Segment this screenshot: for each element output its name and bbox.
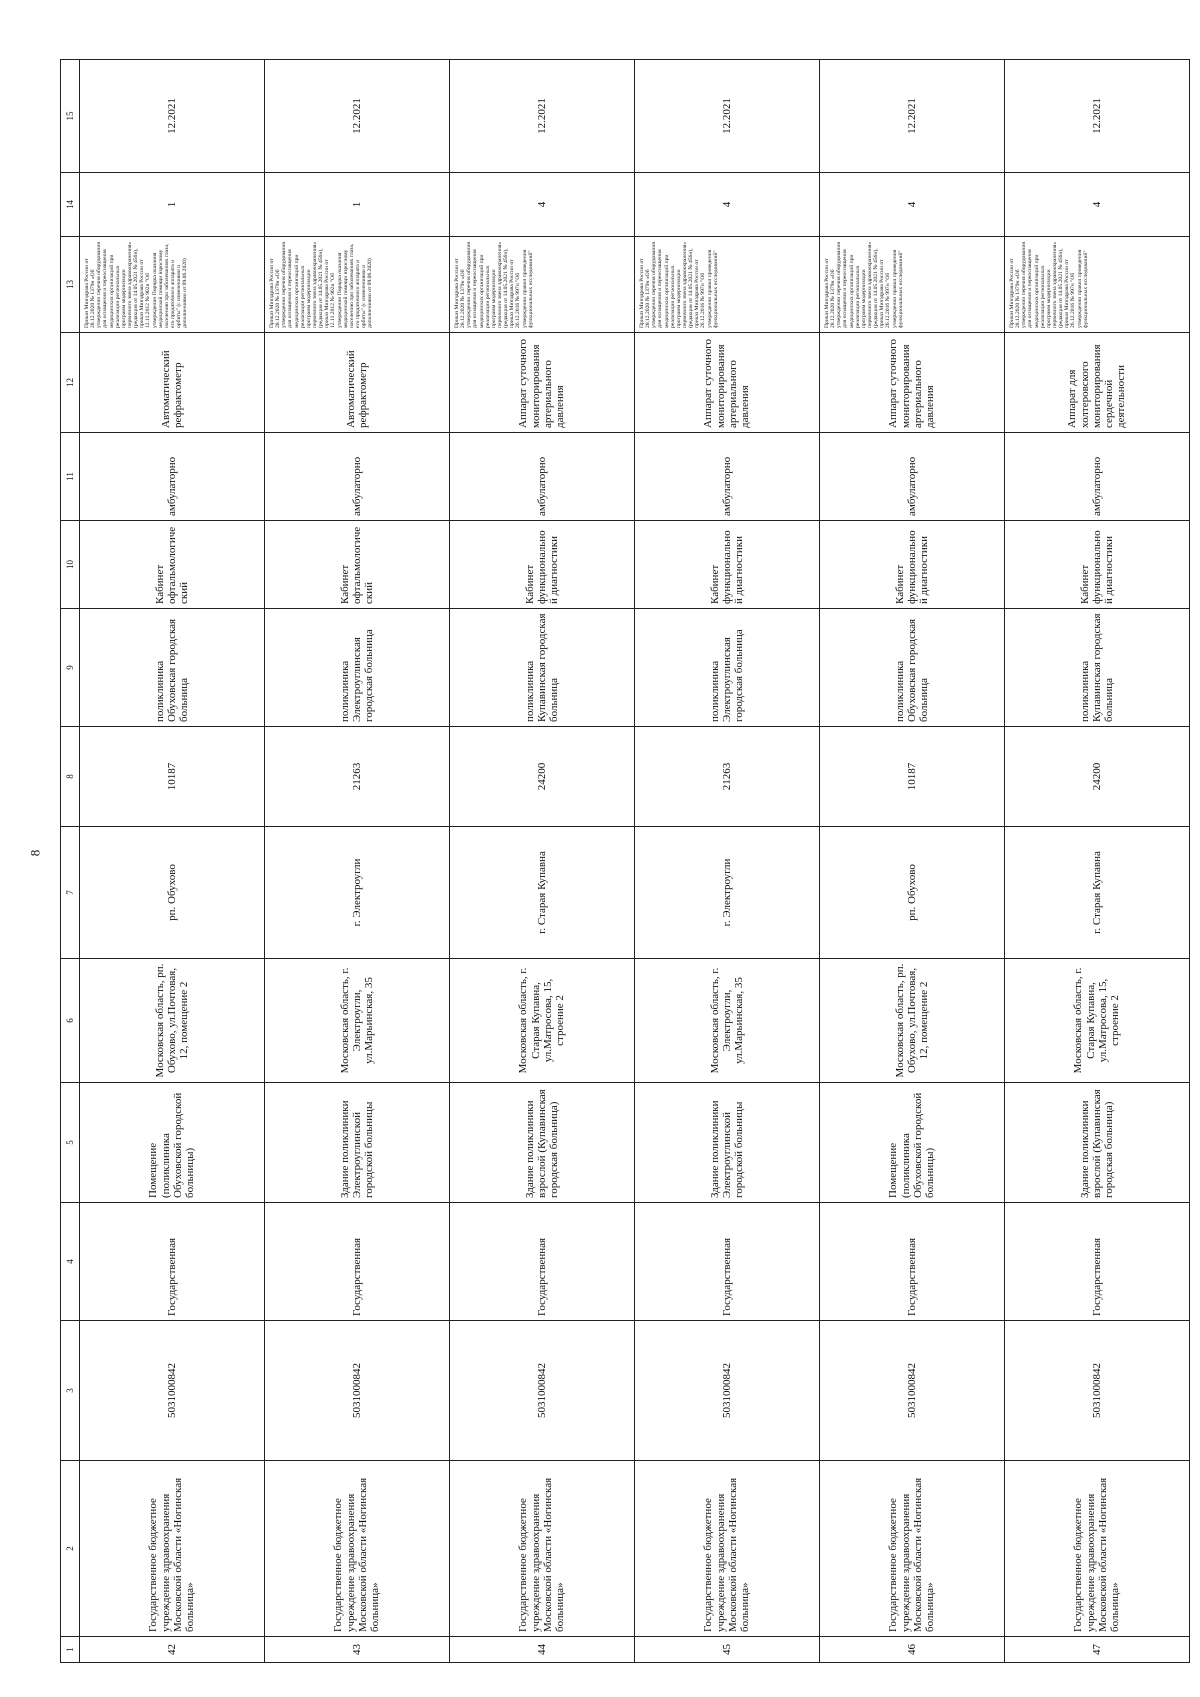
structural-unit: поликлиника Купавинская городская больница <box>1005 609 1190 727</box>
table-row <box>265 60 450 1663</box>
equipment-name: Аппарат суточного мониторирования артериального давления <box>820 333 1005 433</box>
column-header: 14 <box>61 173 80 237</box>
care-form: амбулаторно <box>1005 433 1190 521</box>
column-header: 3 <box>61 1321 80 1461</box>
delivery-date: 12.2021 <box>1005 60 1190 173</box>
organization-name: Государственное бюджетное учреждение здравоохранения Московской области «Ногинская больница» <box>820 1461 1005 1637</box>
care-form: амбулаторно <box>635 433 820 521</box>
inn-cell: 5031000842 <box>80 1321 265 1461</box>
equipment-name: Аппарат суточного мониторирования артериального давления <box>635 333 820 433</box>
ownership-type: Государственная <box>635 1203 820 1321</box>
column-header: 4 <box>61 1203 80 1321</box>
address-cell: Московская область, г. Электроугли, ул.Марьинская, 35 <box>265 959 450 1083</box>
organization-name: Государственное бюджетное учреждение здравоохранения Московской области «Ногинская больница» <box>635 1461 820 1637</box>
population-cell: 10187 <box>820 727 1005 827</box>
equipment-name: Аппарат суточного мониторирования артериального давления <box>450 333 635 433</box>
quantity-cell: 4 <box>450 173 635 237</box>
quantity-cell: 4 <box>820 173 1005 237</box>
quantity-cell: 4 <box>1005 173 1190 237</box>
delivery-date: 12.2021 <box>635 60 820 173</box>
population-cell: 10187 <box>80 727 265 827</box>
column-header: 1 <box>61 1637 80 1663</box>
delivery-date: 12.2021 <box>450 60 635 173</box>
row-number: 43 <box>265 1637 450 1663</box>
legal-basis: Приказ Минздрава России от 28.12.2020 № 1379н «Об утверждении перечня оборудования для оснащения и переоснащения медицинских организаций при реализации региональных программ модернизации первичного звена здравоохранения» (редакция от 14.05.2021 № 456н), приказ Минздрава России от 12.11.2012 № 902н "Об утверждении Порядка оказания медицинской помощи взрослому населению при заболеваниях глаза, его придаточного аппарата и орбиты" (с изменениями и дополнениями от 09.06.2020) <box>265 237 450 333</box>
settlement-cell: г. Электроугли <box>265 827 450 959</box>
delivery-date: 12.2021 <box>80 60 265 173</box>
column-header: 10 <box>61 521 80 609</box>
column-header: 2 <box>61 1461 80 1637</box>
header-row <box>61 60 80 1663</box>
equipment-table <box>60 59 1190 1663</box>
column-header: 8 <box>61 727 80 827</box>
building-name: Здание поликлиники взрослой (Купавинская городская больница) <box>1005 1083 1190 1203</box>
structural-unit: поликлиника Обуховская городская больница <box>80 609 265 727</box>
cabinet-name: Кабинет офтальмологический <box>265 521 450 609</box>
structural-unit: поликлиника Обуховская городская больница <box>820 609 1005 727</box>
page-number: 8 <box>27 849 43 857</box>
column-header: 7 <box>61 827 80 959</box>
row-number: 46 <box>820 1637 1005 1663</box>
address-cell: Московская область, г. Старая Купавна, ул.Матросова, 15, строение 2 <box>1005 959 1190 1083</box>
organization-name: Государственное бюджетное учреждение здравоохранения Московской области «Ногинская больница» <box>1005 1461 1190 1637</box>
table-row <box>80 60 265 1663</box>
table-row <box>450 60 635 1663</box>
settlement-cell: г. Электроугли <box>635 827 820 959</box>
organization-name: Государственное бюджетное учреждение здравоохранения Московской области «Ногинская больница» <box>80 1461 265 1637</box>
cabinet-name: Кабинет функциональной диагностики <box>635 521 820 609</box>
equipment-name: Автоматический рефрактометр <box>80 333 265 433</box>
row-number: 42 <box>80 1637 265 1663</box>
care-form: амбулаторно <box>450 433 635 521</box>
column-header: 6 <box>61 959 80 1083</box>
building-name: Здание поликлиники Электроуглинской городской больницы <box>265 1083 450 1203</box>
column-header: 5 <box>61 1083 80 1203</box>
care-form: амбулаторно <box>820 433 1005 521</box>
address-cell: Московская область, г. Электроугли, ул.Марьинская, 35 <box>635 959 820 1083</box>
cabinet-name: Кабинет функциональной диагностики <box>1005 521 1190 609</box>
organization-name: Государственное бюджетное учреждение здравоохранения Московской области «Ногинская больница» <box>450 1461 635 1637</box>
inn-cell: 5031000842 <box>265 1321 450 1461</box>
population-cell: 21263 <box>265 727 450 827</box>
quantity-cell: 1 <box>80 173 265 237</box>
inn-cell: 5031000842 <box>820 1321 1005 1461</box>
column-header: 11 <box>61 433 80 521</box>
address-cell: Московская область, рп. Обухово, ул.Почтовая, 12, помещение 2 <box>820 959 1005 1083</box>
rotated-table-wrapper <box>60 60 1160 1663</box>
settlement-cell: рп. Обухово <box>80 827 265 959</box>
column-header: 15 <box>61 60 80 173</box>
building-name: Здание поликлиники Электроуглинской городской больницы <box>635 1083 820 1203</box>
row-number: 44 <box>450 1637 635 1663</box>
ownership-type: Государственная <box>450 1203 635 1321</box>
address-cell: Московская область, рп. Обухово, ул.Почтовая, 12, помещение 2 <box>80 959 265 1083</box>
cabinet-name: Кабинет функциональной диагностики <box>820 521 1005 609</box>
care-form: амбулаторно <box>80 433 265 521</box>
legal-basis: Приказ Минздрава России от 28.12.2020 № 1379н «Об утверждении перечня оборудования для оснащения и переоснащения медицинских организаций при реализации региональных программ модернизации первичного звена здравоохранения» (редакция от 14.05.2021 № 456н), приказ Минздрава России от 26.12.2016 № 997н "Об утверждении правил проведения функциональных исследований" <box>820 237 1005 333</box>
ownership-type: Государственная <box>80 1203 265 1321</box>
quantity-cell: 1 <box>265 173 450 237</box>
cabinet-name: Кабинет функциональной диагностики <box>450 521 635 609</box>
ownership-type: Государственная <box>265 1203 450 1321</box>
organization-name: Государственное бюджетное учреждение здравоохранения Московской области «Ногинская больница» <box>265 1461 450 1637</box>
building-name: Помещение (поликлиника Обуховской городской больницы) <box>80 1083 265 1203</box>
inn-cell: 5031000842 <box>450 1321 635 1461</box>
settlement-cell: г. Старая Купавна <box>1005 827 1190 959</box>
ownership-type: Государственная <box>1005 1203 1190 1321</box>
column-header: 12 <box>61 333 80 433</box>
legal-basis: Приказ Минздрава России от 28.12.2020 № 1379н «Об утверждении перечня оборудования для оснащения и переоснащения медицинских организаций при реализации региональных программ модернизации первичного звена здравоохранения» (редакция от 14.05.2021 № 456н), приказ Минздрава России от 26.12.2016 № 997н "Об утверждении правил проведения функциональных исследований" <box>1005 237 1190 333</box>
legal-basis: Приказ Минздрава России от 28.12.2020 № 1379н «Об утверждении перечня оборудования для оснащения и переоснащения медицинских организаций при реализации региональных программ модернизации первичного звена здравоохранения» (редакция от 14.05.2021 № 456н), приказ Минздрава России от 26.12.2016 № 997н "Об утверждении правил проведения функциональных исследований" <box>635 237 820 333</box>
settlement-cell: рп. Обухово <box>820 827 1005 959</box>
structural-unit: поликлиника Купавинская городская больница <box>450 609 635 727</box>
delivery-date: 12.2021 <box>265 60 450 173</box>
equipment-name: Автоматический рефрактометр <box>265 333 450 433</box>
quantity-cell: 4 <box>635 173 820 237</box>
population-cell: 21263 <box>635 727 820 827</box>
table-row <box>820 60 1005 1663</box>
legal-basis: Приказ Минздрава России от 28.12.2020 № 1379н «Об утверждении перечня оборудования для оснащения и переоснащения медицинских организаций при реализации региональных программ модернизации первичного звена здравоохранения» (редакция от 14.05.2021 № 456н), приказ Минздрава России от 12.11.2012 № 902н "Об утверждении Порядка оказания медицинской помощи взрослому населению при заболеваниях глаза, его придаточного аппарата и орбиты" (с изменениями и дополнениями от 09.06.2020) <box>80 237 265 333</box>
delivery-date: 12.2021 <box>820 60 1005 173</box>
settlement-cell: г. Старая Купавна <box>450 827 635 959</box>
inn-cell: 5031000842 <box>1005 1321 1190 1461</box>
structural-unit: поликлиника Электроуглинская городская больница <box>635 609 820 727</box>
building-name: Здание поликлиники взрослой (Купавинская городская больница) <box>450 1083 635 1203</box>
column-header: 9 <box>61 609 80 727</box>
row-number: 45 <box>635 1637 820 1663</box>
structural-unit: поликлиника Электроуглинская городская больница <box>265 609 450 727</box>
address-cell: Московская область, г. Старая Купавна, ул.Матросова, 15, строение 2 <box>450 959 635 1083</box>
cabinet-name: Кабинет офтальмологический <box>80 521 265 609</box>
population-cell: 24200 <box>1005 727 1190 827</box>
legal-basis: Приказ Минздрава России от 28.12.2020 № 1379н «Об утверждении перечня оборудования для оснащения и переоснащения медицинских организаций при реализации региональных программ модернизации первичного звена здравоохранения» (редакция от 14.05.2021 № 456н), приказ Минздрава России от 26.12.2016 № 997н "Об утверждении правил проведения функциональных исследований" <box>450 237 635 333</box>
ownership-type: Государственная <box>820 1203 1005 1321</box>
population-cell: 24200 <box>450 727 635 827</box>
row-number: 47 <box>1005 1637 1190 1663</box>
equipment-name: Аппарат для холтеровского мониторирования сердечной деятельности <box>1005 333 1190 433</box>
building-name: Помещение (поликлиника Обуховской городской больницы) <box>820 1083 1005 1203</box>
table-row <box>1005 60 1190 1663</box>
table-row <box>635 60 820 1663</box>
inn-cell: 5031000842 <box>635 1321 820 1461</box>
care-form: амбулаторно <box>265 433 450 521</box>
column-header: 13 <box>61 237 80 333</box>
